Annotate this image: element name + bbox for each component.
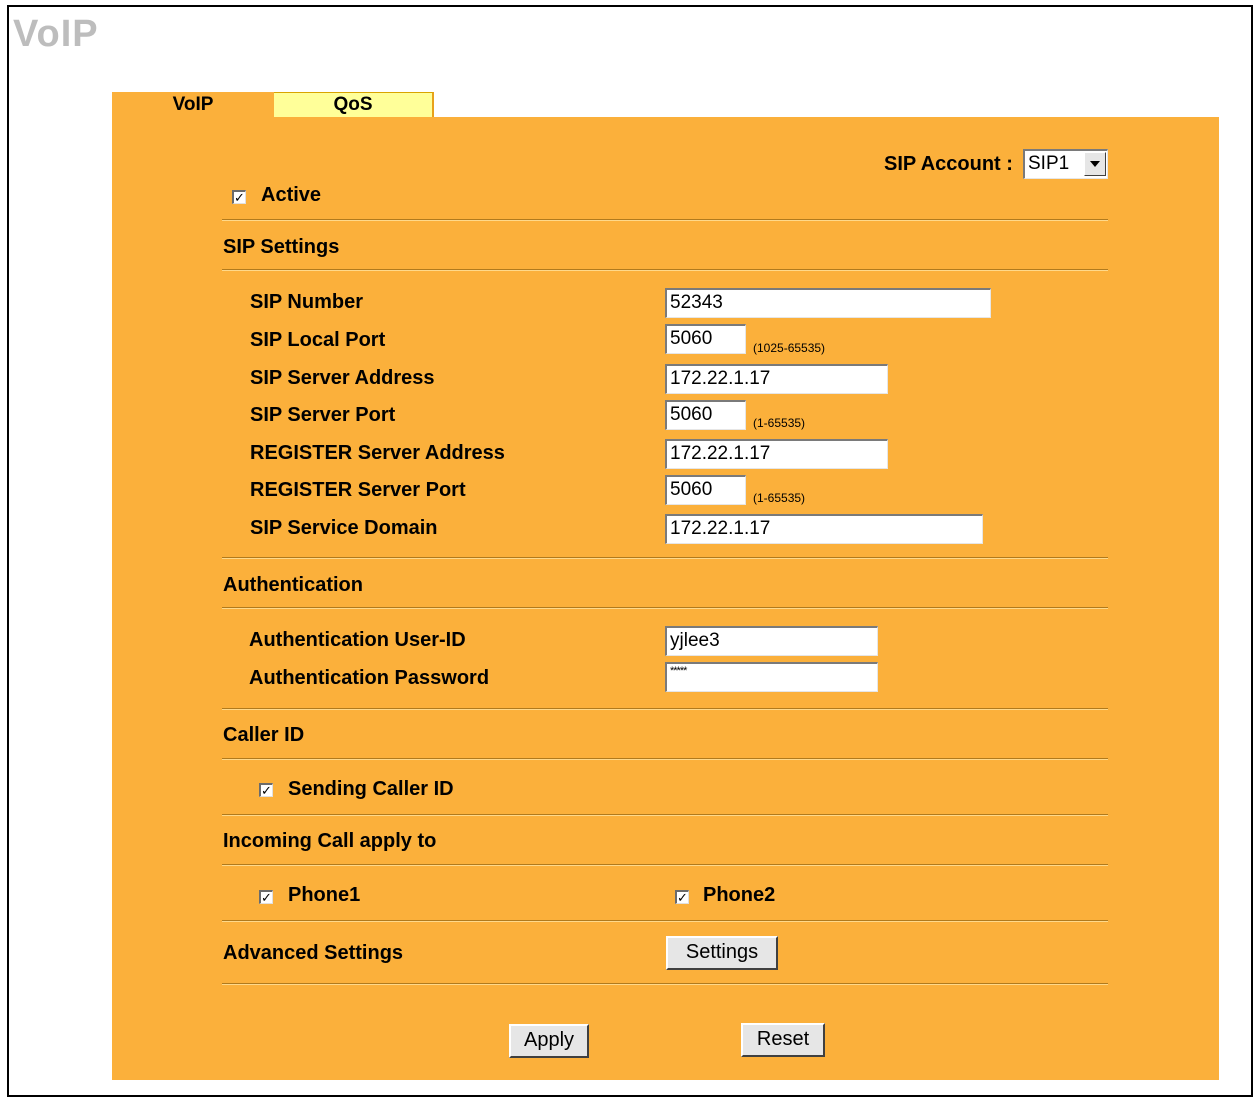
sip-local-port-input[interactable]: 5060	[665, 324, 746, 354]
active-label: Active	[261, 184, 322, 206]
divider	[222, 708, 1108, 710]
divider	[222, 758, 1108, 760]
divider	[222, 983, 1108, 985]
sip-number-label: SIP Number	[250, 291, 363, 313]
phone1-label: Phone1	[288, 884, 361, 906]
auth-user-id-input[interactable]: yjlee3	[665, 626, 878, 656]
register-server-address-label: REGISTER Server Address	[250, 442, 505, 464]
page-title: VoIP	[13, 13, 99, 55]
sip-server-address-input[interactable]: 172.22.1.17	[665, 364, 888, 394]
divider	[222, 219, 1108, 221]
register-server-port-hint: (1-65535)	[753, 491, 806, 505]
sip-service-domain-label: SIP Service Domain	[250, 517, 438, 539]
apply-button[interactable]: Apply	[509, 1024, 589, 1058]
register-server-port-input[interactable]: 5060	[665, 475, 746, 505]
sip-server-port-input[interactable]: 5060	[665, 400, 746, 430]
sip-account-value: SIP1	[1028, 153, 1070, 174]
reset-button[interactable]: Reset	[741, 1023, 825, 1057]
caller-id-heading: Caller ID	[223, 724, 305, 746]
auth-password-label: Authentication Password	[249, 667, 490, 689]
divider	[222, 814, 1108, 816]
sip-server-port-label: SIP Server Port	[250, 404, 396, 426]
sip-number-input[interactable]: 52343	[665, 288, 991, 318]
tab-qos[interactable]: QoS	[274, 92, 434, 117]
divider	[222, 920, 1108, 922]
sip-local-port-label: SIP Local Port	[250, 329, 386, 351]
divider	[222, 557, 1108, 559]
divider	[222, 269, 1108, 271]
sending-caller-id-checkbox[interactable]: ✓	[259, 783, 273, 797]
active-checkbox[interactable]: ✓	[232, 190, 246, 204]
tab-voip[interactable]: VoIP	[112, 92, 274, 117]
auth-user-id-label: Authentication User-ID	[249, 629, 466, 651]
sip-account-select[interactable]	[1023, 149, 1108, 179]
phone2-label: Phone2	[703, 884, 776, 906]
register-server-port-label: REGISTER Server Port	[250, 479, 466, 501]
advanced-settings-heading: Advanced Settings	[223, 942, 404, 964]
register-server-address-input[interactable]: 172.22.1.17	[665, 439, 888, 469]
sip-service-domain-input[interactable]: 172.22.1.17	[665, 514, 983, 544]
sip-settings-heading: SIP Settings	[223, 236, 340, 258]
divider	[222, 607, 1108, 609]
phone1-checkbox[interactable]: ✓	[259, 890, 273, 904]
chevron-down-icon[interactable]	[1084, 152, 1106, 176]
sip-local-port-hint: (1025-65535)	[753, 341, 826, 355]
sip-server-address-label: SIP Server Address	[250, 367, 435, 389]
phone2-checkbox[interactable]: ✓	[675, 890, 689, 904]
settings-button[interactable]: Settings	[666, 936, 778, 970]
sip-account-label: SIP Account :	[884, 153, 1013, 175]
divider	[222, 864, 1108, 866]
sending-caller-id-label: Sending Caller ID	[288, 778, 454, 800]
auth-password-input[interactable]: *****	[665, 662, 878, 692]
incoming-call-heading: Incoming Call apply to	[223, 830, 437, 852]
authentication-heading: Authentication	[223, 574, 363, 596]
sip-server-port-hint: (1-65535)	[753, 416, 806, 430]
